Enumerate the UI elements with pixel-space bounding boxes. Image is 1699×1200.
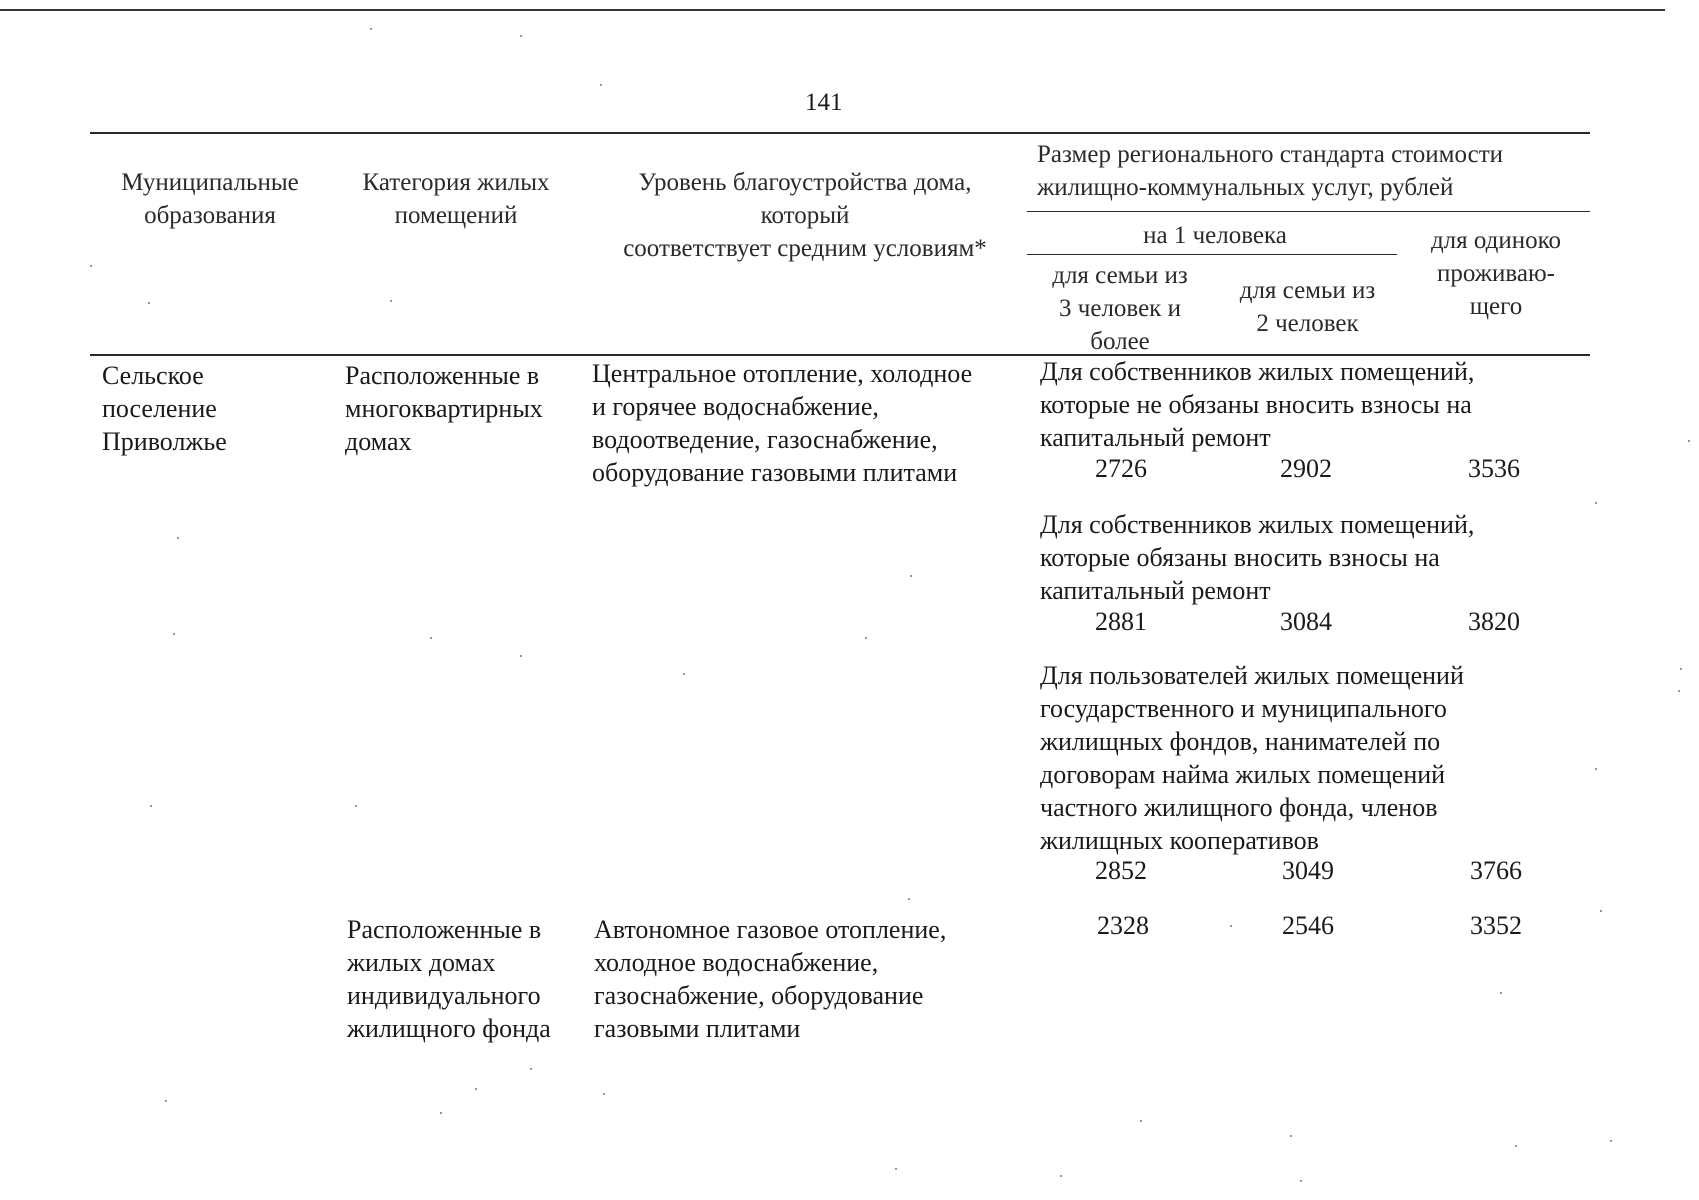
header-amenities-line-2: который (760, 202, 850, 229)
group1-value-family3: 2726 (1095, 454, 1147, 483)
scan-speck (90, 265, 92, 267)
scan-speck (895, 1168, 897, 1170)
header-single (1402, 224, 1590, 323)
group3-value-family2: 3049 (1282, 856, 1334, 885)
header-per-person: на 1 человека (1143, 222, 1287, 249)
group1-label (1040, 355, 1474, 454)
header-standard-line-1: Размер регионального стандарта стоимости (1037, 141, 1504, 168)
scan-speck (1610, 1140, 1612, 1142)
group3-label (1040, 659, 1464, 857)
scan-speck (683, 673, 685, 675)
scan-speck (148, 302, 150, 304)
row1-category-line-2: многоквартирных (345, 394, 543, 423)
header-single-line-3: щего (1469, 293, 1523, 320)
row2-value-single: 3352 (1470, 911, 1522, 940)
header-family-3-line-1: для семьи из (1052, 262, 1188, 289)
row2-amenities-line-1: Автономное газовое отопление, (594, 915, 947, 944)
row1-category-line-1: Расположенные в (345, 361, 540, 390)
group1-value-single: 3536 (1468, 454, 1520, 483)
scan-speck (475, 1088, 477, 1090)
scan-speck (520, 35, 522, 37)
row1-amenities (592, 357, 972, 489)
scan-speck (1140, 1120, 1142, 1122)
scan-speck (1595, 768, 1597, 770)
group3-label-line-5: частного жилищного фонда, членов (1040, 793, 1438, 822)
header-amenities (585, 166, 1025, 265)
scan-speck (173, 633, 175, 635)
header-standard (1037, 138, 1597, 204)
group2-label-line-2: которые обязаны вносить взносы на (1040, 543, 1440, 572)
scan-speck (1678, 690, 1680, 692)
row2-category-line-1: Расположенные в (347, 915, 542, 944)
scan-speck (1060, 1175, 1062, 1177)
row1-municipality-line-1: Сельское (102, 361, 204, 390)
scan-speck (1500, 992, 1502, 994)
row1-category-line-3: домах (345, 427, 412, 456)
header-family-2-line-1: для семьи из (1239, 277, 1376, 304)
row2-category-line-2: жилых домах (347, 948, 496, 977)
row1-municipality (102, 359, 227, 458)
standard-header-rule (1027, 211, 1590, 212)
group3-label-line-3: жилищных фондов, нанимателей по (1040, 727, 1441, 756)
group2-label-line-3: капитальный ремонт (1040, 576, 1271, 605)
row2-category-line-3: индивидуального (347, 981, 541, 1010)
header-amenities-line-3: соответствует средним условиям* (623, 235, 987, 262)
row2-value-family2: 2546 (1282, 911, 1334, 940)
scan-speck (430, 637, 432, 639)
group2-value-family3: 2881 (1095, 607, 1147, 636)
scan-speck (520, 655, 522, 657)
row1-municipality-line-2: поселение (102, 394, 217, 423)
row1-municipality-line-3: Приволжье (102, 427, 227, 456)
scan-speck (1230, 925, 1232, 927)
row2-category-line-4: жилищного фонда (347, 1014, 551, 1043)
scan-speck (600, 84, 602, 86)
group3-value-single: 3766 (1470, 856, 1522, 885)
scan-speck (1595, 502, 1597, 504)
row2-amenities (594, 913, 946, 1045)
header-single-line-2: проживаю- (1437, 260, 1555, 287)
scan-speck (1600, 910, 1602, 912)
scan-speck (1688, 440, 1690, 442)
group2-value-single: 3820 (1468, 607, 1520, 636)
row1-amenities-line-3: водоотведение, газоснабжение, (592, 425, 938, 454)
scan-speck (177, 537, 179, 539)
header-standard-line-2: жилищно-коммунальных услуг, рублей (1037, 174, 1454, 201)
row1-amenities-line-4: оборудование газовыми плитами (592, 458, 958, 487)
header-municipality-line-2: образования (144, 202, 276, 229)
header-category-line-1: Категория жилых (362, 169, 550, 196)
header-municipality (100, 166, 320, 232)
group2-label-line-1: Для собственников жилых помещений, (1040, 510, 1475, 539)
row1-category (345, 359, 543, 458)
row1-amenities-line-1: Центральное отопление, холодное (592, 359, 973, 388)
group3-value-family3: 2852 (1095, 856, 1147, 885)
row2-amenities-line-4: газовыми плитами (594, 1014, 801, 1043)
scan-speck (355, 805, 357, 807)
group3-label-line-4: договорам найма жилых помещений (1040, 760, 1446, 789)
scan-speck (440, 1112, 442, 1114)
header-family-2-line-2: 2 человек (1256, 310, 1359, 337)
scan-speck (603, 1093, 605, 1095)
scan-speck (910, 575, 912, 577)
row2-amenities-line-3: газоснабжение, оборудование (594, 981, 924, 1010)
group2-label (1040, 508, 1474, 607)
scan-speck (370, 28, 372, 30)
row1-amenities-line-2: и горячее водоснабжение, (592, 392, 879, 421)
scan-speck (1300, 1180, 1302, 1182)
scan-speck (865, 637, 867, 639)
header-category-line-2: помещений (394, 202, 518, 229)
scan-speck (1680, 668, 1682, 670)
group2-value-family2: 3084 (1280, 607, 1332, 636)
scan-speck (1290, 1135, 1292, 1137)
group1-label-line-1: Для собственников жилых помещений, (1040, 357, 1475, 386)
group1-label-line-2: которые не обязаны вносить взносы на (1040, 390, 1472, 419)
per-person-rule (1027, 254, 1397, 255)
scan-edge-line (0, 9, 1665, 11)
header-amenities-line-1: Уровень благоустройства дома, (638, 169, 972, 196)
header-family-3-line-2: 3 человек и (1059, 295, 1181, 322)
scan-speck (390, 300, 392, 302)
header-family-3 (1025, 259, 1215, 358)
scan-speck (165, 1100, 167, 1102)
page-number: 141 (805, 89, 843, 116)
row2-category (347, 913, 551, 1045)
row2-amenities-line-2: холодное водоснабжение, (594, 948, 879, 977)
scan-speck (908, 898, 910, 900)
group3-label-line-1: Для пользователей жилых помещений (1040, 661, 1464, 690)
header-family-3-line-3: более (1090, 328, 1150, 355)
row2-value-family3: 2328 (1097, 911, 1149, 940)
group3-label-line-6: жилищных кооперативов (1040, 826, 1319, 855)
header-single-line-1: для одиноко (1430, 227, 1562, 254)
scan-speck (530, 1068, 532, 1070)
header-category (336, 166, 576, 232)
group1-value-family2: 2902 (1280, 454, 1332, 483)
header-municipality-line-1: Муниципальные (121, 169, 299, 196)
scan-speck (1515, 1145, 1517, 1147)
scan-speck (150, 805, 152, 807)
table-top-rule (90, 132, 1590, 134)
group1-label-line-3: капитальный ремонт (1040, 423, 1271, 452)
group3-label-line-2: государственного и муниципального (1040, 694, 1447, 723)
header-family-2 (1220, 274, 1395, 340)
